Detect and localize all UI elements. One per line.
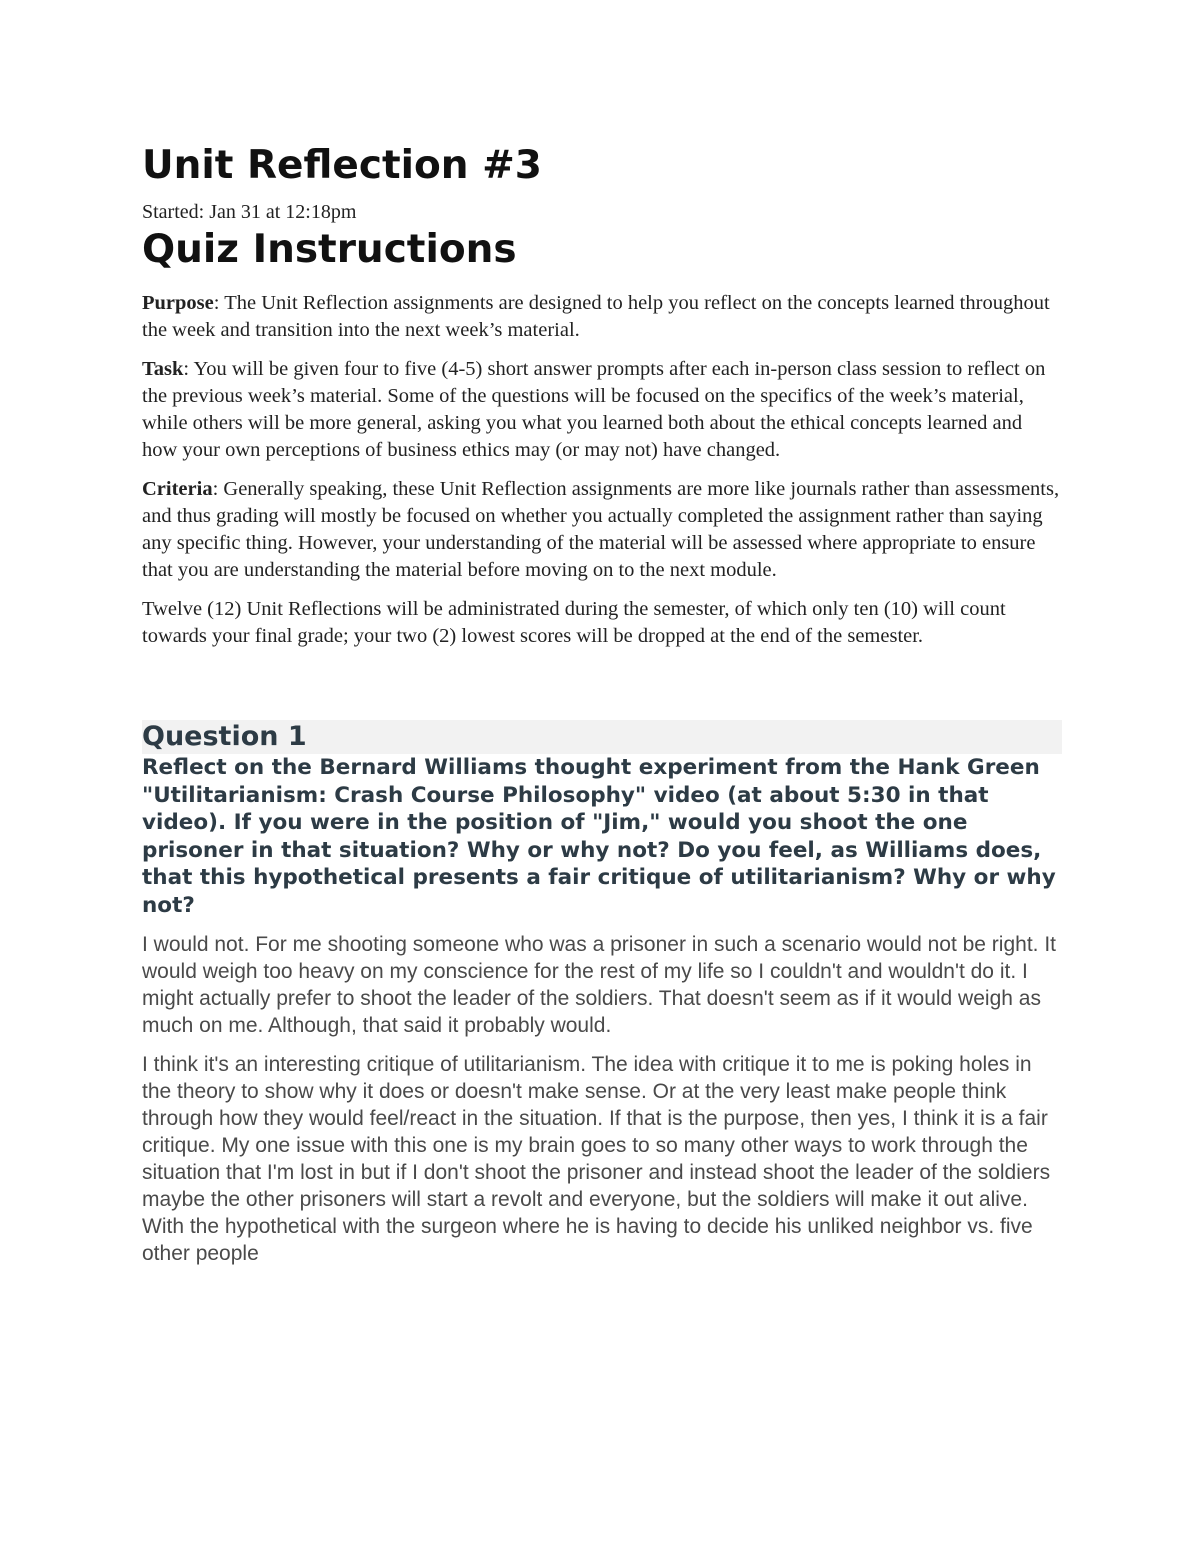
criteria-paragraph [142,476,1062,584]
answer-paragraph-1: I would not. For me shooting someone who was a prisoner in such a scenario would not be right. It would weigh too heavy on my conscience for the rest of my life so I couldn't and wouldn't do it. I might actually prefer to shoot the leader of the soldiers. That doesn't seem as if it would weigh as much on me. Although, that said it probably would. [142,933,1056,1037]
task-text: : You will be given four to five (4-5) short answer prompts after each in-person class session to reflect on the previous week’s material. Some of the questions will be focused on the specifics of the week’s material, while others will be more general, asking you what you learned both about the ethical concepts learned and how your own perceptions of business ethics may (or may not) have changed. [142,358,1046,461]
task-paragraph [142,356,1062,464]
instructions-heading: Quiz Instructions [142,227,517,272]
purpose-paragraph [142,290,1062,344]
document-page [142,138,1062,1267]
question-1-prompt: Reflect on the Bernard Williams thought experiment from the Hank Green "Utilitarianism: Crash Course Philosophy" video (at about 5:30 in that video). If you were in the position of "Jim," would you shoot the one prisoner in that situation? Why or why not? Do you feel, as Williams does, that this hypothetical presents a fair critique of utilitarianism? Why or why not? [142,755,1056,918]
criteria-text: : Generally speaking, these Unit Reflection assignments are more like journals rather than assessments, and thus grading will mostly be focused on whether you actually completed the assignment rather than saying any specific thing. However, your understanding of the material will be assessed where appropriate to ensure that you are understanding the material before moving on to the next module. [142,478,1060,581]
criteria-label: Criteria [142,478,213,500]
task-label: Task [142,358,184,380]
grading-text: Twelve (12) Unit Reflections will be administrated during the semester, of which only ten (10) will count towards your final grade; your two (2) lowest scores will be dropped at the end of the semester. [142,598,1006,647]
answer-paragraph-2: I think it's an interesting critique of utilitarianism. The idea with critique it to me is poking holes in the theory to show why it does or doesn't make sense. Or at the very least make people think through how they would feel/react in the situation. If that is the purpose, then yes, I think it is a fair critique. My one issue with this one is my brain goes to so many other ways to work through the situation that I'm lost in but if I don't shoot the prisoner and instead shoot the leader of the soldiers maybe the other prisoners will start a revolt and everyone, but the soldiers will make it out alive. With the hypothetical with the surgeon where he is having to decide his unliked neighbor vs. five other people [142,1053,1051,1265]
grading-paragraph [142,596,1062,650]
page-title: Unit Reflection #3 [142,143,542,188]
purpose-text: : The Unit Reflection assignments are designed to help you reflect on the concepts learned throughout the week and transition into the next week’s material. [142,292,1050,341]
purpose-label: Purpose [142,292,214,314]
started-timestamp: Started: Jan 31 at 12:18pm [142,201,357,223]
question-1-header: Question 1 [142,720,1062,754]
